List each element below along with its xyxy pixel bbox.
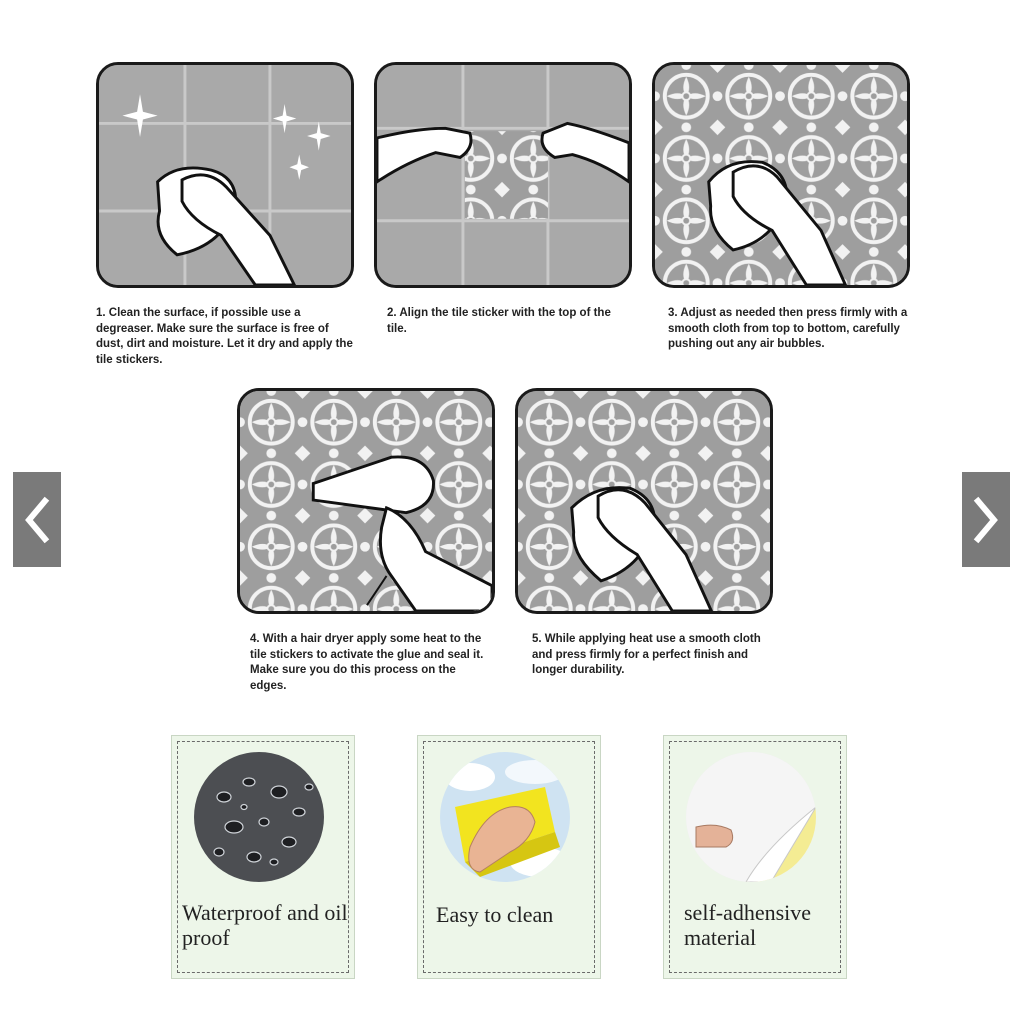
step-5-caption: 5. While applying heat use a smooth cloth and press firmly for a perfect finish and longer durability.: [532, 633, 761, 676]
step-2-illustration: [374, 62, 632, 288]
feature-label-waterproof: Waterproof and oil proof: [182, 900, 348, 950]
step-3-caption: 3. Adjust as needed then press firmly with a smooth cloth from top to bottom, carefully pushing out any air bubbles.: [668, 307, 908, 350]
peeling-sticker-icon: [686, 752, 816, 882]
step-1-illustration: [96, 62, 354, 288]
prev-button[interactable]: [13, 472, 61, 567]
step-4-caption: 4. With a hair dryer apply some heat to the tile stickers to activate the glue and seal it. Make sure you do this process on the edges.: [250, 633, 484, 692]
feature-card-waterproof: [171, 735, 355, 979]
step-2-caption: 2. Align the tile sticker with the top of the tile.: [387, 307, 611, 335]
step-4-illustration: [237, 388, 495, 614]
water-droplets-icon: [194, 752, 324, 882]
chevron-left-icon: [20, 495, 54, 545]
next-button[interactable]: [962, 472, 1010, 567]
feature-card-self-adhesive: [663, 735, 847, 979]
feature-label-self-adhesive: self-adhensive material: [684, 900, 812, 950]
cleaning-sponge-icon: [440, 752, 570, 882]
step-1-caption: 1. Clean the surface, if possible use a degreaser. Make sure the surface is free of dust, dirt and moisture. Let it dry and apply the tile stickers.: [96, 307, 353, 366]
step-5-illustration: [515, 388, 773, 614]
feature-card-easy-clean: [417, 735, 601, 979]
step-3-illustration: [652, 62, 910, 288]
chevron-right-icon: [969, 495, 1003, 545]
feature-label-easy-clean: Easy to clean: [436, 902, 554, 927]
